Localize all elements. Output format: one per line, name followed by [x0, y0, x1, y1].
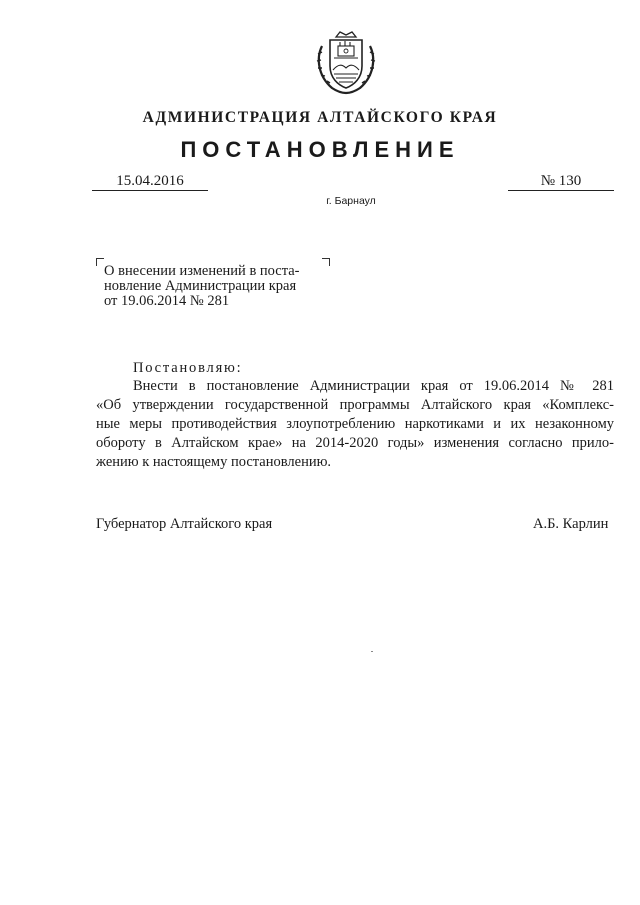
subject-line: новление Администрации края: [104, 278, 297, 294]
document-type-title: ПОСТАНОВЛЕНИЕ: [180, 137, 460, 162]
body-line: ные меры противодействия злоупотреблению наркотиками и их незаконному: [96, 416, 614, 432]
decree-lead: Постановляю:: [133, 360, 243, 376]
body-line: Внести в постановление Администрации края от 19.06.2014 № 281: [133, 378, 614, 394]
document-subject: [104, 264, 318, 309]
decree-body: [96, 377, 614, 472]
organization-title: АДМИНИСТРАЦИЯ АЛТАЙСКОГО КРАЯ: [142, 109, 498, 126]
subject-line: от 19.06.2014 № 281: [104, 293, 230, 309]
subject-corner-mark-right: [322, 258, 330, 266]
signer-name: А.Б. Карлин: [533, 516, 609, 532]
document-date: 15.04.2016: [92, 172, 208, 191]
coat-of-arms-icon: [312, 28, 380, 96]
body-line: жению к настоящему постановлению.: [96, 454, 332, 470]
scan-speck: [371, 651, 373, 652]
document-city: г. Барнаул: [326, 195, 376, 207]
document-number: № 130: [508, 172, 614, 191]
body-line: «Об утверждении государственной программы Алтайского края «Комплекс-: [96, 397, 614, 413]
signer-title: Губернатор Алтайского края: [96, 516, 273, 532]
subject-corner-mark-left: [96, 258, 104, 266]
subject-line: О внесении изменений в поста-: [104, 263, 300, 279]
body-line: обороту в Алтайском крае» на 2014-2020 годы» изменения согласно прило-: [96, 435, 614, 451]
